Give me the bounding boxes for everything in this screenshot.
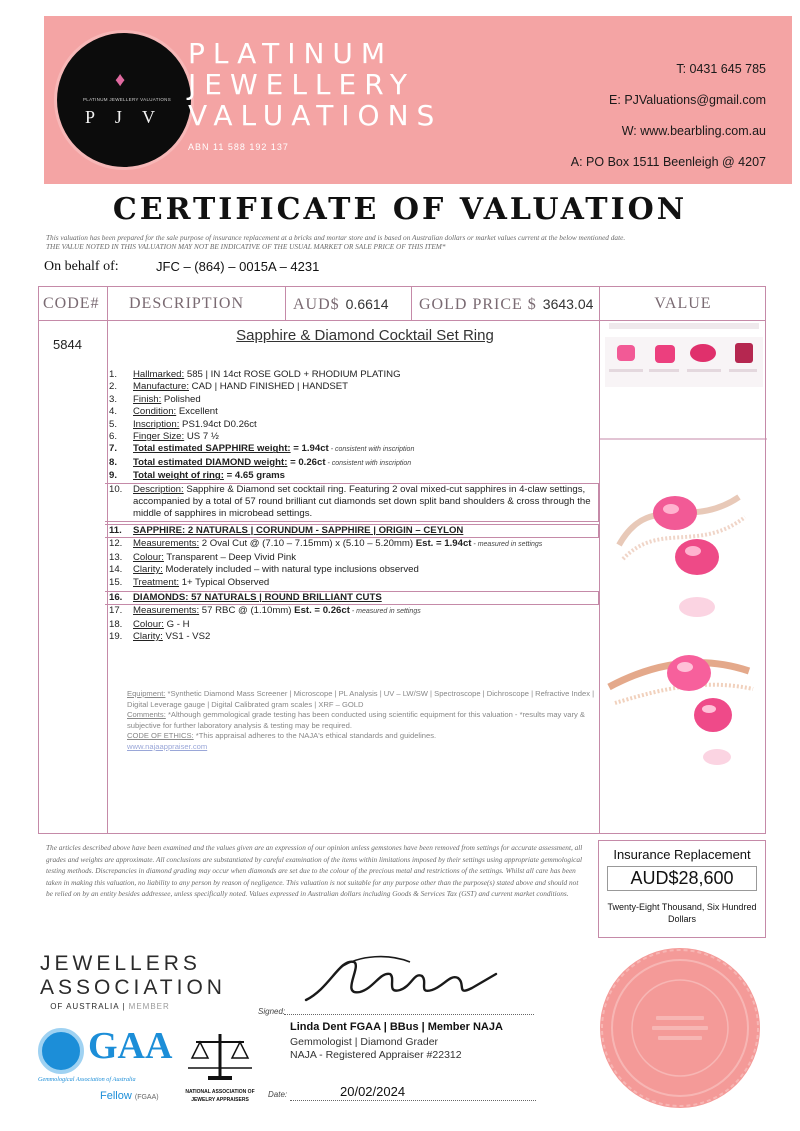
scales-icon: [188, 1030, 252, 1082]
ethics-label: CODE OF ETHICS:: [127, 731, 194, 741]
signature-line: [284, 1014, 534, 1015]
naja-line-2: JEWELRY APPRAISERS: [191, 1097, 249, 1103]
spec-number: 6.: [109, 431, 118, 443]
ring-photos: [599, 321, 767, 835]
spec-item: [109, 605, 599, 618]
contact-email[interactable]: E: PJValuations@gmail.com: [609, 93, 766, 107]
spec-text: [133, 419, 599, 431]
spec-note: - consistent with inscription: [328, 446, 415, 454]
spec-number: 13.: [109, 551, 123, 563]
ring-photo-side: [609, 655, 753, 765]
certificate-title: CERTIFICATE OF VALUATION: [112, 192, 688, 227]
spec-number: 9.: [109, 470, 118, 482]
jewellers-association-logo: [40, 952, 226, 1011]
header-gold-price: [419, 287, 593, 321]
appraiser-role-2: NAJA - Registered Appraiser #22312: [290, 1049, 462, 1061]
spec-value: 2 Oval Cut @ (7.10 – 7.15mm) x (5.10 – 5.20mm): [199, 538, 416, 550]
spec-text: [133, 394, 599, 406]
terms-and-conditions: The articles described above have been examined and the values given are an expression of our opinion unless gemstones have been removed from settings for accurate assessment, all grades and weights are approximate. All conclusions are substantiated by careful examination of the items within limitations imposed by their settings using appropriate gemmological testing methods. Discrepancies in diamond grading may occur when diamonds are set due to the colour of the precious metal and restrictions of the settings. Whilst all care has been taken in making this valuation, no liability to any person by reason of negligence. This valuation is not suitable for any purpose other than the purpose(s) stated above and should not be relied on by an entity besides addressee, unless specifically noted. Values expressed in Australian dollars including Goods & Services Tax (GST) and current market conditions.: [46, 843, 583, 899]
insurance-replacement-box: [598, 840, 766, 938]
equipment-text: *Synthetic Diamond Mass Screener | Microscope | PL Analysis | UV – LW/SW | Spectroscope | Dichroscope | Refractive Index | Digital Leverage gauge | Digital Calibrated gram scales | XRF – GOLD: [127, 689, 595, 709]
spec-item: [105, 524, 599, 538]
contact-website[interactable]: W: www.bearbling.com.au: [621, 124, 766, 138]
spec-label: Total estimated DIAMOND weight:: [133, 456, 288, 468]
spec-note: - consistent with inscription: [325, 459, 412, 467]
logo-tagline: PLATINUM JEWELLERY VALUATIONS: [82, 97, 172, 102]
ja-line-1: JEWELLERS: [40, 952, 201, 975]
sapphire-colour-chart: [605, 337, 763, 387]
diamond-icon: ♦: [115, 69, 126, 91]
spec-label: Finish:: [133, 393, 162, 405]
spec-label: Total estimated SAPPHIRE weight:: [133, 443, 291, 455]
spec-text: [133, 470, 599, 482]
ja-country: OF AUSTRALIA |: [50, 1002, 126, 1011]
gaa-fellow-label: Fellow: [100, 1090, 132, 1102]
insurance-label: Insurance Replacement: [613, 847, 751, 862]
insurance-value-words: Twenty-Eight Thousand, Six Hundred Dollars: [607, 902, 757, 924]
comments-text: *Although gemmological grade testing has been conducted using scientific equipment for this valuation - *results may vary & subjective for further laboratory analysis & testing may be required.: [127, 710, 585, 730]
spec-value: VS1 - VS2: [162, 631, 211, 643]
spec-value: 585 | IN 14ct ROSE GOLD + RHODIUM PLATING: [184, 369, 401, 380]
column-divider: [107, 287, 108, 833]
item-code: 5844: [53, 337, 82, 352]
spec-text: [133, 631, 599, 643]
appraiser-name: Linda Dent FGAA | BBus | Member NAJA: [290, 1021, 503, 1033]
spec-number: 10.: [109, 483, 123, 495]
naja-logo: [178, 1030, 262, 1103]
valuation-date: 20/02/2024: [340, 1084, 406, 1099]
spec-value: = 4.65 grams: [223, 470, 286, 482]
spec-label: Condition:: [133, 406, 177, 418]
spec-text: [133, 538, 599, 551]
spec-text: [133, 592, 598, 604]
gold-label: GOLD PRICE $: [419, 296, 537, 313]
handwritten-signature: [300, 948, 500, 1012]
comments-label: Comments:: [127, 710, 166, 720]
spec-text: [133, 484, 598, 521]
spec-number: 17.: [109, 605, 123, 617]
spec-item: [109, 564, 599, 576]
spec-item: [109, 419, 599, 431]
ja-line-2: ASSOCIATION: [40, 976, 226, 999]
spec-number: 2.: [109, 381, 118, 393]
spec-label: SAPPHIRE: 2 NATURALS | CORUNDUM - SAPPHIRE | ORIGIN – CEYLON: [133, 524, 464, 536]
spec-number: 1.: [109, 369, 118, 380]
spec-label: Colour:: [133, 618, 164, 630]
spec-text: [133, 369, 599, 381]
spec-value: Sapphire & Diamond set cocktail ring. Featuring 2 oval mixed-cut sapphires in 4-claw settings, accompanied by a total of 57 round brilliant cut diamonds set down split band shoulders & cross through the middle of sapphires in microbead settings.: [133, 483, 591, 520]
spec-text: [133, 525, 598, 537]
gold-price: 3643.04: [542, 296, 594, 312]
spec-value: Polished: [161, 393, 201, 405]
spec-number: 18.: [109, 618, 123, 630]
spec-text: [133, 564, 599, 576]
spec-value: CAD | HAND FINISHED | HANDSET: [189, 381, 349, 393]
appraiser-roles: [290, 1036, 462, 1062]
ring-photo-top: [619, 496, 745, 617]
spec-label: Inscription:: [133, 418, 180, 430]
spec-number: 19.: [109, 631, 123, 643]
item-specifications: [109, 369, 599, 644]
gaa-diamond-icon: [38, 1028, 84, 1074]
spec-item: [109, 470, 599, 482]
spec-note: - measured in settings: [471, 541, 543, 549]
gaa-abbreviation: GAA: [88, 1025, 173, 1067]
spec-text: [133, 577, 599, 589]
spec-number: 8.: [109, 456, 118, 468]
brand-line-3: VALUATIONS: [188, 99, 443, 132]
brand-line-1: PLATINUM: [188, 37, 394, 70]
behalf-reference: JFC – (864) – 0015A – 4231: [156, 259, 320, 274]
spec-text: [133, 619, 599, 631]
spec-label: Treatment:: [133, 576, 180, 588]
spec-label: Measurements:: [133, 538, 200, 550]
spec-value: PS1.94ct D0.26ct: [179, 418, 257, 430]
spec-value: = 1.94ct: [290, 443, 329, 455]
ja-line-3: [40, 1002, 180, 1011]
spec-text: [133, 552, 599, 564]
disclaimer-line-2: THE VALUE NOTED IN THIS VALUATION MAY NOT BE INDICATIVE OF THE USUAL MARKET OR SALE PRICE OF THIS ITEM*: [46, 242, 446, 251]
naja-line-1: NATIONAL ASSOCIATION OF: [185, 1089, 255, 1095]
spec-item: [105, 591, 599, 605]
ja-member: MEMBER: [128, 1002, 170, 1011]
spec-number: 7.: [109, 443, 118, 455]
spec-item: [109, 577, 599, 589]
aud-label: AUD$: [293, 296, 340, 313]
spec-text: [133, 431, 599, 443]
contact-address: A: PO Box 1511 Beenleigh @ 4207: [570, 155, 766, 169]
spec-note: - measured in settings: [349, 608, 421, 616]
column-divider: [411, 287, 412, 321]
spec-label: Measurements:: [133, 605, 200, 617]
spec-label: Clarity:: [133, 631, 163, 643]
spec-value: = 0.26ct: [287, 456, 326, 468]
contact-phone: T: 0431 645 785: [676, 62, 766, 76]
spec-value: G - H: [163, 618, 190, 630]
aud-rate: 0.6614: [345, 296, 389, 312]
spec-label: Manufacture:: [133, 381, 189, 393]
spec-item: [109, 619, 599, 631]
abn-number: ABN 11 588 192 137: [188, 142, 289, 152]
header-code: CODE#: [43, 295, 100, 312]
spec-item: [109, 552, 599, 564]
spec-value: Transparent – Deep Vivid Pink: [163, 551, 297, 563]
ethics-text: *This appraisal adheres to the NAJA's ethical standards and guidelines.: [193, 731, 437, 741]
date-line: [290, 1100, 536, 1101]
spec-label: Total weight of ring:: [133, 470, 224, 482]
spec-text: [133, 605, 599, 618]
spec-item: [109, 443, 599, 456]
disclaimer-line-1: This valuation has been prepared for the sale purpose of insurance replacement at a bricks and mortar store and is based on Australian dollars or market values current at the below mentioned date.: [46, 233, 626, 242]
spec-item: [109, 431, 599, 443]
logo-initials: P J V: [84, 107, 164, 127]
spec-number: 11.: [109, 524, 122, 536]
embossed-seal: [596, 944, 764, 1112]
item-title: Sapphire & Diamond Cocktail Set Ring: [236, 327, 494, 344]
signed-label: Signed:: [258, 1007, 286, 1016]
spec-label: Finger Size:: [133, 431, 185, 443]
brand-line-2: JEWELLERY: [188, 68, 415, 101]
spec-item: [105, 483, 599, 522]
spec-label: Hallmarked:: [133, 369, 185, 380]
spec-value: Excellent: [176, 406, 218, 418]
colour-chart-caption: [609, 323, 759, 329]
gaa-fellow: [100, 1090, 159, 1102]
spec-number: 4.: [109, 406, 118, 418]
spec-number: 16.: [109, 591, 123, 603]
header-aud: [293, 287, 389, 321]
spec-text: [133, 443, 599, 456]
spec-item: [109, 369, 599, 381]
column-divider: [285, 287, 286, 321]
spec-estimate: Est. = 0.26ct: [294, 605, 350, 617]
item-photos: [599, 321, 767, 835]
spec-number: 14.: [109, 564, 123, 576]
spec-value: 57 RBC @ (1.10mm): [199, 605, 295, 617]
spec-item: [109, 406, 599, 418]
spec-item: [109, 631, 599, 643]
equipment-label: Equipment:: [127, 689, 166, 698]
spec-label: Colour:: [133, 551, 164, 563]
spec-label: DIAMONDS: 57 NATURALS | ROUND BRILLIANT CUTS: [133, 591, 382, 603]
pjv-logo: [54, 30, 194, 170]
valuation-disclaimer: [46, 233, 770, 251]
header-description: DESCRIPTION: [129, 295, 245, 312]
spec-text: [133, 457, 599, 470]
spec-estimate: Est. = 1.94ct: [415, 538, 472, 550]
spec-item: [109, 457, 599, 470]
spec-item: [109, 394, 599, 406]
spec-value: Moderately included – with natural type inclusions observed: [162, 564, 419, 576]
brand-name: [188, 38, 442, 131]
equipment-notes: [127, 689, 595, 753]
spec-label: Clarity:: [133, 564, 163, 576]
gaa-full-name: Gemmological Association of Australia: [38, 1076, 136, 1083]
spec-text: [133, 381, 599, 393]
gaa-fellow-sub: (FGAA): [134, 1094, 159, 1101]
spec-number: 15.: [109, 576, 123, 588]
spec-number: 3.: [109, 393, 118, 405]
spec-item: [109, 538, 599, 551]
spec-value: 1+ Typical Observed: [179, 576, 270, 588]
date-label: Date:: [268, 1090, 288, 1099]
spec-value: US 7 ½: [184, 431, 219, 443]
spec-number: 5.: [109, 418, 118, 430]
spec-label: Description:: [133, 483, 184, 495]
behalf-label: On behalf of:: [44, 259, 119, 274]
contact-details: [571, 54, 766, 178]
header-value: VALUE: [654, 295, 712, 312]
spec-item: [109, 381, 599, 393]
letterhead: [44, 16, 792, 184]
appraiser-role-1: Gemmologist | Diamond Grader: [290, 1036, 439, 1048]
spec-text: [133, 406, 599, 418]
spec-number: 12.: [109, 538, 123, 550]
valuation-table: [38, 286, 766, 834]
insurance-value: AUD$28,600: [607, 866, 757, 891]
naja-link[interactable]: www.najaappraiser.com: [127, 741, 208, 751]
